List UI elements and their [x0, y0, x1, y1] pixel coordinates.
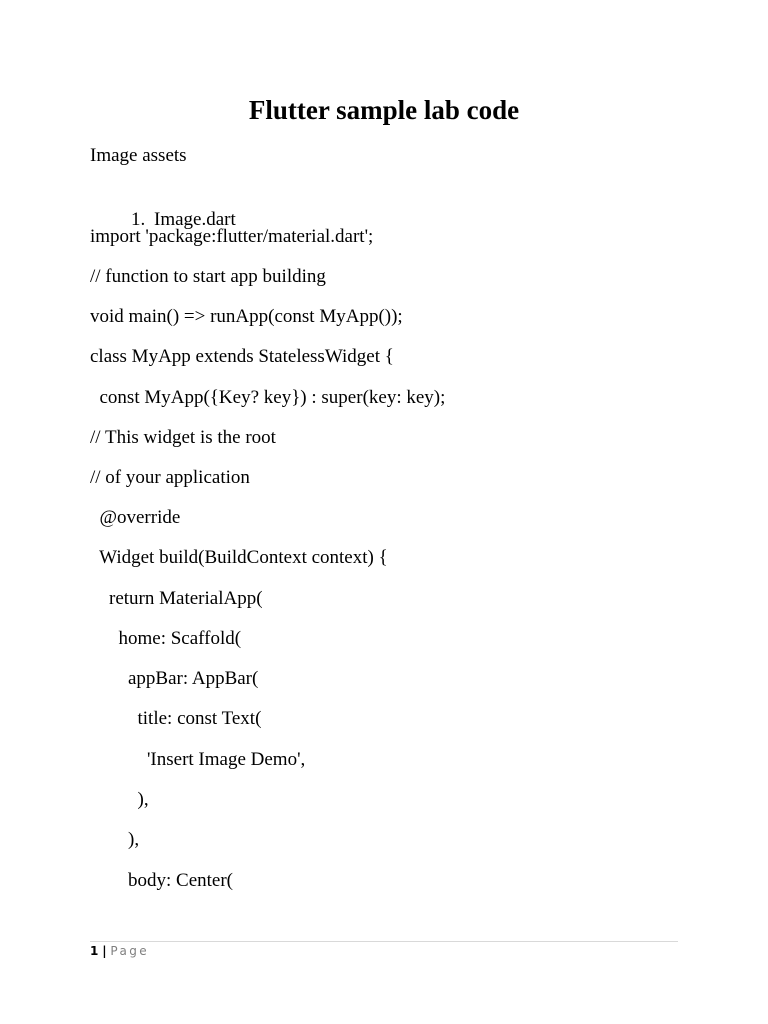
footer-divider — [90, 941, 678, 942]
list-item-text: Image.dart — [154, 209, 236, 230]
code-line: 'Insert Image Demo', — [90, 749, 306, 770]
page-label: Page — [110, 944, 150, 958]
page-number: 1 — [90, 944, 99, 958]
code-line: class MyApp extends StatelessWidget { — [90, 346, 394, 367]
code-line: Widget build(BuildContext context) { — [90, 547, 388, 568]
code-line: // function to start app building — [90, 266, 326, 287]
code-line: return MaterialApp( — [90, 588, 263, 609]
page-footer — [90, 943, 149, 959]
code-line: title: const Text( — [90, 708, 262, 729]
code-line: const MyApp({Key? key}) : super(key: key); — [90, 387, 446, 408]
code-line: home: Scaffold( — [90, 628, 242, 649]
list-item-number: 1. — [131, 209, 146, 230]
code-line: ), — [90, 829, 140, 850]
code-line: @override — [90, 507, 181, 528]
code-line: appBar: AppBar( — [90, 668, 259, 689]
code-line: // This widget is the root — [90, 427, 276, 448]
code-line: // of your application — [90, 467, 250, 488]
code-line: ), — [90, 789, 149, 810]
document-title: Flutter sample lab code — [248, 95, 520, 125]
footer-separator: | — [102, 944, 107, 958]
code-line: void main() => runApp(const MyApp()); — [90, 306, 403, 327]
code-line: import 'package:flutter/material.dart'; — [90, 226, 374, 247]
section-heading: Image assets — [90, 145, 187, 166]
code-line: body: Center( — [90, 870, 234, 891]
